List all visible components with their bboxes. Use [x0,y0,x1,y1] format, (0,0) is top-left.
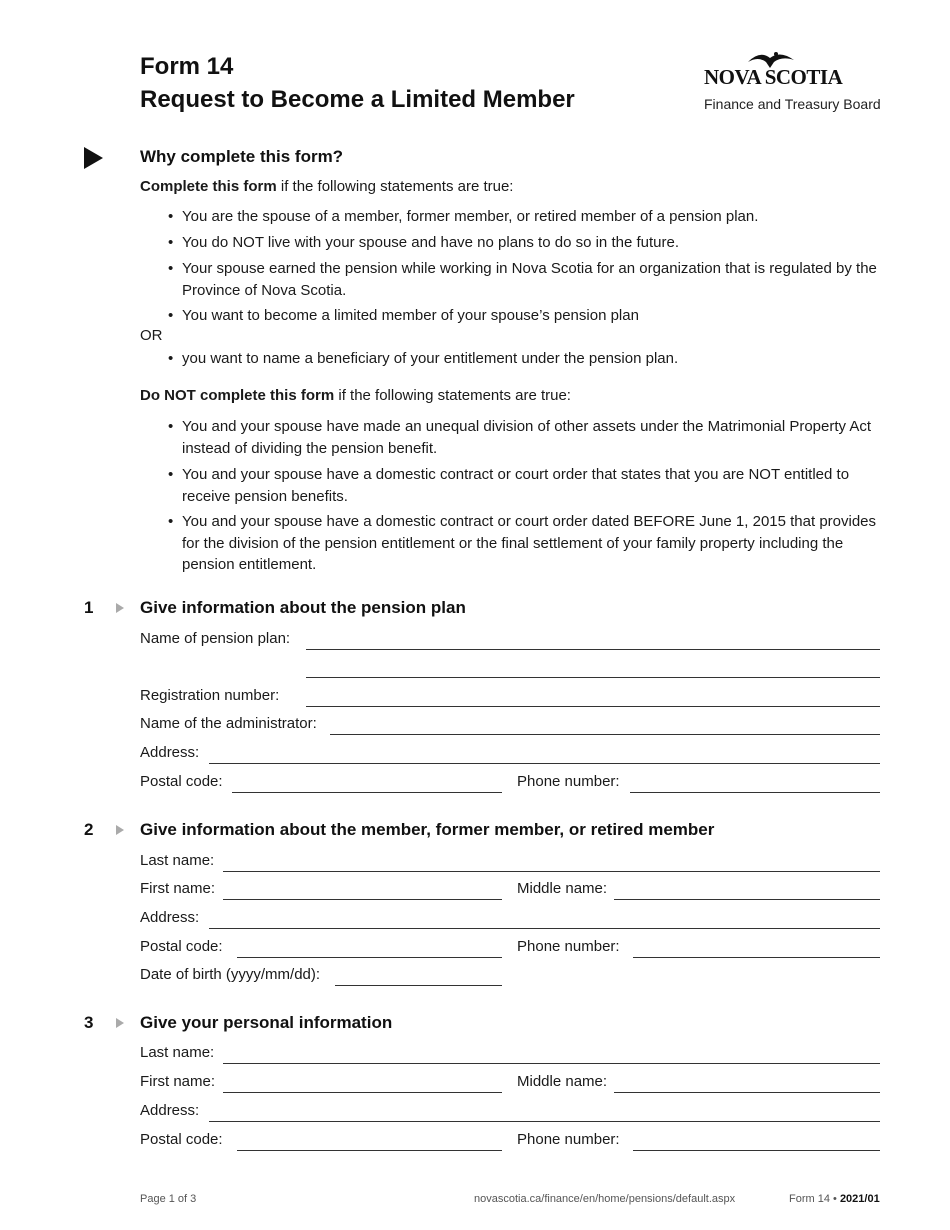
section-arrow-icon [116,1018,124,1028]
form-title: Request to Become a Limited Member [140,86,575,113]
list-item-text: Your spouse earned the pension while working in Nova Scotia for an organization that is regulated by the Province of Nova Scotia. [182,260,877,299]
plan-name-field-line2[interactable] [306,659,880,678]
list-item [168,511,880,576]
address-label: Address: [140,909,200,926]
phone-label: Phone number: [517,938,620,955]
section1-heading: Give information about the pension plan [140,598,466,617]
postal-code-label: Postal code: [140,773,223,790]
member-last-name-field[interactable] [223,853,880,872]
section3-heading: Give your personal information [140,1013,393,1032]
or-separator: OR [140,327,163,344]
registration-label: Registration number: [140,687,280,704]
section-arrow-icon [116,825,124,835]
address-field[interactable] [209,745,880,764]
your-middle-name-field[interactable] [614,1074,880,1093]
postal-code-label: Postal code: [140,1131,223,1148]
list-item [168,232,880,254]
middle-name-label: Middle name: [517,880,608,897]
first-name-label: First name: [140,880,216,897]
nova-scotia-logo [700,48,880,118]
not-complete-rest: if the following statements are true: [334,387,571,404]
page-number: Page 1 of 3 [140,1193,197,1205]
form-version: 2021/01 [839,1193,880,1205]
plan-name-field[interactable] [306,631,880,650]
complete-instruction [140,178,513,195]
address-label: Address: [140,1102,200,1119]
member-postal-code-field[interactable] [237,939,502,958]
not-complete-instruction [140,387,571,404]
last-name-label: Last name: [140,852,215,869]
list-item [168,348,880,370]
list-item-text: You and your spouse have a domestic contract or court order dated BEFORE June 1, 2015 that provides for the division of the pension entitlement or the final settlement of your family property including the pension entitlement. [182,513,877,573]
postal-code-field[interactable] [232,774,502,793]
section-number: 2 [84,820,94,839]
first-name-label: First name: [140,1073,216,1090]
bullet: • [168,418,174,435]
list-item [168,416,880,459]
footer-form-ref [789,1193,880,1205]
your-postal-code-field[interactable] [237,1132,502,1151]
department-name: Finance and Treasury Board [704,96,881,112]
form-number: Form 14 [140,53,234,80]
your-first-name-field[interactable] [223,1074,502,1093]
member-middle-name-field[interactable] [614,881,880,900]
member-address-field[interactable] [209,910,880,929]
phone-field[interactable] [630,774,880,793]
administrator-field[interactable] [330,716,880,735]
bullet: • [168,307,174,324]
postal-code-label: Postal code: [140,938,223,955]
list-item-text: You and your spouse have made an unequal division of other assets under the Matrimonial Property Act instead of dividing the pension benefit. [182,418,872,457]
list-item-text: You do NOT live with your spouse and have no plans to do so in the future. [182,234,679,251]
section-arrow-icon [84,147,103,169]
not-complete-bold: Do NOT complete this form [140,387,335,404]
list-item-text: You and your spouse have a domestic contract or court order that states that you are NOT entitled to receive pension benefits. [182,466,850,505]
plan-name-label: Name of pension plan: [140,630,291,647]
dob-label: Date of birth (yyyy/mm/dd): [140,966,321,983]
footer-url: novascotia.ca/finance/en/home/pensions/default.aspx [474,1193,736,1205]
list-item-text: You want to become a limited member of your spouse’s pension plan [182,307,639,324]
bullet: • [168,208,174,225]
phone-label: Phone number: [517,773,620,790]
member-first-name-field[interactable] [223,881,502,900]
phone-label: Phone number: [517,1131,620,1148]
list-item [168,206,880,228]
list-item [168,464,880,507]
section-arrow-icon [116,603,124,613]
section-number: 3 [84,1013,94,1032]
list-item-text: You are the spouse of a member, former member, or retired member of a pension plan. [182,208,759,225]
bullet: • [168,513,174,530]
logo-wordmark: NOVA SCOTIA [704,65,843,89]
bullet: • [168,260,174,277]
your-phone-field[interactable] [633,1132,880,1151]
last-name-label: Last name: [140,1044,215,1061]
complete-rest: if the following statements are true: [276,178,514,195]
member-dob-field[interactable] [335,967,502,986]
list-item-text: you want to name a beneficiary of your entitlement under the pension plan. [182,350,679,367]
bullet: • [168,466,174,483]
your-last-name-field[interactable] [223,1045,880,1064]
form-ref: Form 14 • [789,1193,837,1205]
list-item [168,305,880,327]
registration-field[interactable] [306,688,880,707]
administrator-label: Name of the administrator: [140,715,317,732]
intro-heading: Why complete this form? [140,147,344,166]
section2-heading: Give information about the member, former member, or retired member [140,820,715,839]
your-address-field[interactable] [209,1103,880,1122]
bullet: • [168,234,174,251]
list-item [168,258,880,301]
section-number: 1 [84,598,94,617]
member-phone-field[interactable] [633,939,880,958]
bullet: • [168,350,174,367]
address-label: Address: [140,744,200,761]
complete-bold: Complete this form [140,178,277,195]
middle-name-label: Middle name: [517,1073,608,1090]
